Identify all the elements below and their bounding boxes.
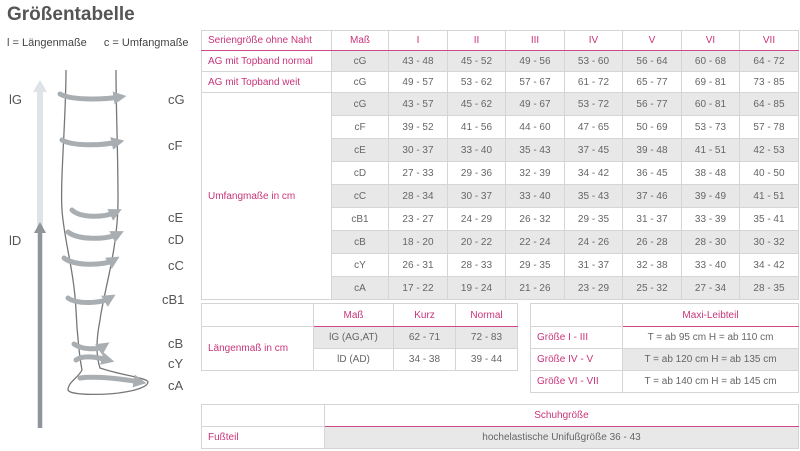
band-cf bbox=[62, 140, 118, 145]
value-cell: 32 - 38 bbox=[623, 254, 682, 277]
value-cell: 45 - 62 bbox=[448, 93, 506, 116]
value-cell: 65 - 77 bbox=[623, 72, 682, 93]
value-cell: 33 - 40 bbox=[682, 254, 740, 277]
value-cell: 24 - 26 bbox=[565, 231, 623, 254]
label-cy: cY bbox=[168, 356, 184, 371]
header-size-5: V bbox=[623, 31, 682, 51]
page-title: Größentabelle bbox=[7, 4, 135, 25]
row-label: AG mit Topband weit bbox=[202, 72, 332, 93]
row-label: AG mit Topband normal bbox=[202, 51, 332, 72]
shoe-value: hochelastische Unifußgröße 36 - 43 bbox=[325, 427, 799, 449]
value-cell: 64 - 72 bbox=[740, 51, 799, 72]
value-cell: 53 - 60 bbox=[565, 51, 623, 72]
value-cell: 64 - 85 bbox=[740, 93, 799, 116]
value-cell: 72 - 83 bbox=[456, 327, 518, 349]
label-cb: cB bbox=[168, 336, 184, 351]
header-size-1: I bbox=[389, 31, 448, 51]
value-cell: 39 - 44 bbox=[456, 349, 518, 371]
value-cell: 35 - 41 bbox=[740, 208, 799, 231]
label-cc: cC bbox=[168, 258, 184, 273]
band-ca bbox=[80, 377, 140, 382]
table-row bbox=[531, 327, 799, 349]
label-ca: cA bbox=[168, 378, 184, 393]
value-cell: 41 - 51 bbox=[682, 139, 740, 162]
value-cell: 37 - 45 bbox=[565, 139, 623, 162]
value-cell: 29 - 35 bbox=[565, 208, 623, 231]
mass-cell: lG (AG,AT) bbox=[314, 327, 394, 349]
value-cell: 19 - 24 bbox=[448, 277, 506, 300]
value-cell: 56 - 77 bbox=[623, 93, 682, 116]
value-cell: 26 - 28 bbox=[623, 231, 682, 254]
value-cell: 20 - 22 bbox=[448, 231, 506, 254]
length-table bbox=[201, 303, 518, 371]
value-cell: 30 - 37 bbox=[389, 139, 448, 162]
value-cell: 29 - 36 bbox=[448, 162, 506, 185]
value-cell: 49 - 56 bbox=[506, 51, 565, 72]
value-cell: 29 - 35 bbox=[506, 254, 565, 277]
mass-cell: cE bbox=[332, 139, 389, 162]
value-cell: 28 - 35 bbox=[740, 277, 799, 300]
shoe-table bbox=[201, 404, 799, 449]
value-cell: 43 - 57 bbox=[389, 93, 448, 116]
header-size-6: VI bbox=[682, 31, 740, 51]
value-cell: 57 - 78 bbox=[740, 116, 799, 139]
value-cell: 53 - 72 bbox=[565, 93, 623, 116]
shoe-header-empty bbox=[202, 405, 325, 427]
label-ld: lD bbox=[9, 233, 22, 248]
value-cell: 34 - 42 bbox=[565, 162, 623, 185]
value-cell: 28 - 30 bbox=[682, 231, 740, 254]
value-cell: 31 - 37 bbox=[623, 208, 682, 231]
value-cell: 49 - 57 bbox=[389, 72, 448, 93]
band-cb1 bbox=[68, 298, 110, 303]
value-cell: 27 - 34 bbox=[682, 277, 740, 300]
size-table-header bbox=[202, 31, 799, 51]
value-cell: 21 - 26 bbox=[506, 277, 565, 300]
size-table bbox=[201, 30, 799, 300]
shoe-label: Fußteil bbox=[202, 427, 325, 449]
table-row bbox=[531, 371, 799, 393]
value-cell: 53 - 62 bbox=[448, 72, 506, 93]
label-ce: cE bbox=[168, 210, 184, 225]
value-cell: 42 - 53 bbox=[740, 139, 799, 162]
value-cell: 35 - 43 bbox=[506, 139, 565, 162]
header-mass: Maß bbox=[332, 31, 389, 51]
header-series: Seriengröße ohne Naht bbox=[202, 31, 332, 51]
length-table-header bbox=[202, 304, 518, 327]
value-cell: 69 - 81 bbox=[682, 72, 740, 93]
table-row bbox=[531, 349, 799, 371]
length-header-kurz: Kurz bbox=[394, 304, 456, 327]
value-cell: 43 - 48 bbox=[389, 51, 448, 72]
value-cell: T = ab 95 cm H = ab 110 cm bbox=[623, 327, 799, 349]
circumference-rows bbox=[202, 93, 799, 300]
value-cell: 24 - 29 bbox=[448, 208, 506, 231]
value-cell: 60 - 68 bbox=[682, 51, 740, 72]
value-cell: 37 - 46 bbox=[623, 185, 682, 208]
mass-cell: cF bbox=[332, 116, 389, 139]
table-row bbox=[202, 327, 518, 349]
value-cell: 39 - 48 bbox=[623, 139, 682, 162]
ld-arrowhead-icon bbox=[34, 222, 46, 233]
maxi-table bbox=[530, 303, 799, 393]
value-cell: 40 - 50 bbox=[740, 162, 799, 185]
header-size-2: II bbox=[448, 31, 506, 51]
label-cd: cD bbox=[168, 232, 184, 247]
table-row bbox=[202, 72, 799, 93]
length-header-normal: Normal bbox=[456, 304, 518, 327]
value-cell: 26 - 32 bbox=[506, 208, 565, 231]
label-lg: lG bbox=[9, 92, 22, 107]
value-cell: 28 - 34 bbox=[389, 185, 448, 208]
value-cell: 25 - 32 bbox=[623, 277, 682, 300]
band-cd bbox=[68, 232, 118, 238]
row-label: Größe VI - VII bbox=[531, 371, 623, 393]
mass-cell: cG bbox=[332, 93, 389, 116]
mass-cell: cY bbox=[332, 254, 389, 277]
value-cell: 41 - 51 bbox=[740, 185, 799, 208]
value-cell: 23 - 29 bbox=[565, 277, 623, 300]
mass-cell: cD bbox=[332, 162, 389, 185]
value-cell: 41 - 56 bbox=[448, 116, 506, 139]
mass-cell: cA bbox=[332, 277, 389, 300]
mass-cell: cC bbox=[332, 185, 389, 208]
value-cell: 31 - 37 bbox=[565, 254, 623, 277]
value-cell: 23 - 27 bbox=[389, 208, 448, 231]
value-cell: 30 - 37 bbox=[448, 185, 506, 208]
value-cell: 47 - 65 bbox=[565, 116, 623, 139]
band-cb bbox=[74, 344, 104, 349]
value-cell: 39 - 49 bbox=[682, 185, 740, 208]
length-header-mass: Maß bbox=[314, 304, 394, 327]
maxi-table-header bbox=[531, 304, 799, 327]
value-cell: 50 - 69 bbox=[623, 116, 682, 139]
value-cell: 17 - 22 bbox=[389, 277, 448, 300]
shoe-header: Schuhgröße bbox=[325, 405, 799, 427]
value-cell: 33 - 39 bbox=[682, 208, 740, 231]
length-label: Längenmaß in cm bbox=[202, 327, 314, 371]
table-row bbox=[202, 93, 799, 116]
value-cell: 60 - 81 bbox=[682, 93, 740, 116]
maxi-header: Maxi-Leibteil bbox=[623, 304, 799, 327]
value-cell: 56 - 64 bbox=[623, 51, 682, 72]
mass-cell: cG bbox=[332, 51, 389, 72]
value-cell: 33 - 40 bbox=[448, 139, 506, 162]
maxi-header-empty bbox=[531, 304, 623, 327]
mass-cell: cG bbox=[332, 72, 389, 93]
mass-cell: cB1 bbox=[332, 208, 389, 231]
header-size-3: III bbox=[506, 31, 565, 51]
legend-circumference: c = Umfangmaße bbox=[103, 37, 189, 49]
circumference-bands bbox=[60, 94, 140, 382]
length-header-empty bbox=[202, 304, 314, 327]
lg-arrowhead-icon bbox=[33, 80, 47, 92]
mass-cell: cB bbox=[332, 231, 389, 254]
legend-length: l = Längenmaße bbox=[7, 37, 87, 49]
label-cb1: cB1 bbox=[162, 292, 185, 307]
value-cell: T = ab 140 cm H = ab 145 cm bbox=[623, 371, 799, 393]
shoe-table-header bbox=[202, 405, 799, 427]
value-cell: 30 - 32 bbox=[740, 231, 799, 254]
value-cell: 22 - 24 bbox=[506, 231, 565, 254]
value-cell: 33 - 40 bbox=[506, 185, 565, 208]
band-ce bbox=[72, 210, 116, 216]
value-cell: 26 - 31 bbox=[389, 254, 448, 277]
value-cell: 28 - 33 bbox=[448, 254, 506, 277]
value-cell: 49 - 67 bbox=[506, 93, 565, 116]
value-cell: 53 - 73 bbox=[682, 116, 740, 139]
header-size-4: IV bbox=[565, 31, 623, 51]
value-cell: 34 - 38 bbox=[394, 349, 456, 371]
mass-cell: lD (AD) bbox=[314, 349, 394, 371]
legend bbox=[7, 37, 189, 49]
leg-diagram bbox=[0, 60, 200, 451]
value-cell: 38 - 48 bbox=[682, 162, 740, 185]
circumference-label: Umfangmaße in cm bbox=[202, 93, 332, 300]
value-cell: 62 - 71 bbox=[394, 327, 456, 349]
value-cell: 45 - 52 bbox=[448, 51, 506, 72]
value-cell: 27 - 33 bbox=[389, 162, 448, 185]
value-cell: 44 - 60 bbox=[506, 116, 565, 139]
row-label: Größe I - III bbox=[531, 327, 623, 349]
value-cell: 73 - 85 bbox=[740, 72, 799, 93]
value-cell: T = ab 120 cm H = ab 135 cm bbox=[623, 349, 799, 371]
value-cell: 36 - 45 bbox=[623, 162, 682, 185]
table-row bbox=[202, 51, 799, 72]
value-cell: 34 - 42 bbox=[740, 254, 799, 277]
table-row bbox=[202, 427, 799, 449]
band-cg bbox=[60, 94, 120, 99]
value-cell: 57 - 67 bbox=[506, 72, 565, 93]
value-cell: 18 - 20 bbox=[389, 231, 448, 254]
band-cy bbox=[76, 357, 108, 360]
value-cell: 61 - 72 bbox=[565, 72, 623, 93]
value-cell: 32 - 39 bbox=[506, 162, 565, 185]
value-cell: 39 - 52 bbox=[389, 116, 448, 139]
label-cg: cG bbox=[168, 92, 185, 107]
label-cf: cF bbox=[168, 138, 183, 153]
band-cc bbox=[64, 258, 114, 264]
value-cell: 35 - 43 bbox=[565, 185, 623, 208]
row-label: Größe IV - V bbox=[531, 349, 623, 371]
header-size-7: VII bbox=[740, 31, 799, 51]
